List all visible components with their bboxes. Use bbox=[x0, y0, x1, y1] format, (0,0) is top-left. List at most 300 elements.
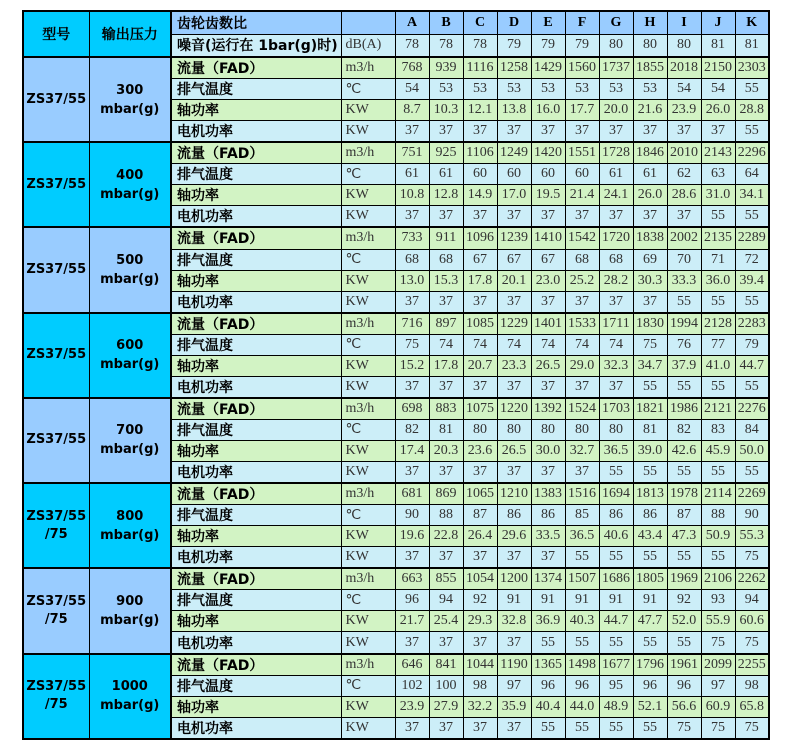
row-label-cell: 电机功率 bbox=[171, 632, 341, 654]
value-cell: 55 bbox=[565, 547, 599, 569]
column-header-K: K bbox=[735, 11, 769, 34]
value-cell: 2283 bbox=[735, 313, 769, 335]
value-cell: 1106 bbox=[463, 142, 497, 164]
value-cell: 86 bbox=[497, 505, 531, 526]
value-cell: 80 bbox=[531, 419, 565, 440]
value-cell: 32.7 bbox=[565, 440, 599, 461]
value-cell: 37 bbox=[395, 462, 429, 484]
value-cell: 17.0 bbox=[497, 185, 531, 206]
value-cell: 87 bbox=[667, 505, 701, 526]
value-cell: 883 bbox=[429, 398, 463, 420]
value-cell: 911 bbox=[429, 227, 463, 249]
value-cell: 29.0 bbox=[565, 355, 599, 376]
value-cell: 2010 bbox=[667, 142, 701, 164]
column-header-C: C bbox=[463, 11, 497, 34]
value-cell: 32.2 bbox=[463, 696, 497, 717]
value-cell: 29.3 bbox=[463, 611, 497, 632]
value-cell: 68 bbox=[395, 249, 429, 270]
value-cell: 55 bbox=[667, 632, 701, 654]
value-cell: 37 bbox=[633, 206, 667, 228]
value-cell: 1429 bbox=[531, 57, 565, 79]
value-cell: 40.4 bbox=[531, 696, 565, 717]
value-cell: 1044 bbox=[463, 654, 497, 676]
row-label-cell: 排气温度 bbox=[171, 505, 341, 526]
row-label-cell: 流量（FAD） bbox=[171, 313, 341, 335]
value-cell: 55 bbox=[667, 462, 701, 484]
value-cell: 91 bbox=[633, 590, 667, 611]
value-cell: 55 bbox=[633, 547, 667, 569]
value-cell: 26.5 bbox=[497, 440, 531, 461]
value-cell: 83 bbox=[701, 419, 735, 440]
noise-value-cell: 79 bbox=[497, 34, 531, 57]
value-cell: 23.6 bbox=[463, 440, 497, 461]
value-cell: 55 bbox=[735, 291, 769, 313]
model-cell bbox=[23, 483, 89, 568]
value-cell: 37 bbox=[463, 376, 497, 398]
value-cell: 20.3 bbox=[429, 440, 463, 461]
value-cell: 32.8 bbox=[497, 611, 531, 632]
row-unit-cell: m3/h bbox=[341, 227, 395, 249]
value-cell: 1220 bbox=[497, 398, 531, 420]
value-cell: 37 bbox=[497, 462, 531, 484]
value-cell: 55 bbox=[701, 206, 735, 228]
row-unit-cell: ℃ bbox=[341, 419, 395, 440]
value-cell: 55 bbox=[701, 291, 735, 313]
pressure-cell bbox=[89, 142, 171, 227]
value-cell: 80 bbox=[565, 419, 599, 440]
value-cell: 55.9 bbox=[701, 611, 735, 632]
pressure-line: mbar(g) bbox=[100, 442, 160, 458]
value-cell: 40.3 bbox=[565, 611, 599, 632]
value-cell: 1085 bbox=[463, 313, 497, 335]
value-cell: 37 bbox=[429, 547, 463, 569]
value-cell: 55 bbox=[633, 462, 667, 484]
value-cell: 91 bbox=[599, 590, 633, 611]
value-cell: 716 bbox=[395, 313, 429, 335]
value-cell: 64 bbox=[735, 164, 769, 185]
value-cell: 96 bbox=[633, 675, 667, 696]
value-cell: 1239 bbox=[497, 227, 531, 249]
value-cell: 37 bbox=[463, 547, 497, 569]
row-label-cell: 轴功率 bbox=[171, 355, 341, 376]
value-cell: 55 bbox=[531, 717, 565, 739]
value-cell: 1728 bbox=[599, 142, 633, 164]
row-label-cell: 流量（FAD） bbox=[171, 142, 341, 164]
value-cell: 1249 bbox=[497, 142, 531, 164]
value-cell: 75 bbox=[735, 632, 769, 654]
value-cell: 28.6 bbox=[667, 185, 701, 206]
value-cell: 91 bbox=[565, 590, 599, 611]
value-cell: 69 bbox=[633, 249, 667, 270]
value-cell: 855 bbox=[429, 568, 463, 590]
pressure-line: mbar(g) bbox=[100, 612, 160, 628]
pressure-line: mbar(g) bbox=[100, 186, 160, 202]
value-cell: 53 bbox=[463, 79, 497, 100]
value-cell: 2114 bbox=[701, 483, 735, 505]
value-cell: 96 bbox=[667, 675, 701, 696]
column-header-J: J bbox=[701, 11, 735, 34]
column-header-A: A bbox=[395, 11, 429, 34]
value-cell: 2303 bbox=[735, 57, 769, 79]
value-cell: 1796 bbox=[633, 654, 667, 676]
value-cell: 74 bbox=[463, 334, 497, 355]
value-cell: 65.8 bbox=[735, 696, 769, 717]
value-cell: 86 bbox=[531, 505, 565, 526]
value-cell: 44.7 bbox=[599, 611, 633, 632]
value-cell: 77 bbox=[701, 334, 735, 355]
value-cell: 23.3 bbox=[497, 355, 531, 376]
value-cell: 1711 bbox=[599, 313, 633, 335]
pressure-line: 600 bbox=[116, 338, 144, 354]
row-label-cell: 电机功率 bbox=[171, 121, 341, 143]
model-line: /75 bbox=[44, 611, 68, 627]
value-cell: 2255 bbox=[735, 654, 769, 676]
value-cell: 751 bbox=[395, 142, 429, 164]
value-cell: 768 bbox=[395, 57, 429, 79]
value-cell: 21.7 bbox=[395, 611, 429, 632]
value-cell: 26.5 bbox=[531, 355, 565, 376]
pressure-cell bbox=[89, 568, 171, 653]
noise-value-cell: 81 bbox=[701, 34, 735, 57]
value-cell: 75 bbox=[735, 717, 769, 739]
value-cell: 55 bbox=[667, 547, 701, 569]
spec-table bbox=[22, 10, 770, 740]
value-cell: 1365 bbox=[531, 654, 565, 676]
value-cell: 37 bbox=[463, 717, 497, 739]
value-cell: 48.9 bbox=[599, 696, 633, 717]
value-cell: 13.0 bbox=[395, 270, 429, 291]
value-cell: 67 bbox=[497, 249, 531, 270]
value-cell: 75 bbox=[395, 334, 429, 355]
value-cell: 841 bbox=[429, 654, 463, 676]
value-cell: 53 bbox=[599, 79, 633, 100]
value-cell: 75 bbox=[633, 334, 667, 355]
value-cell: 37 bbox=[633, 121, 667, 143]
noise-value-cell: 78 bbox=[429, 34, 463, 57]
value-cell: 53 bbox=[633, 79, 667, 100]
row-label-cell: 轴功率 bbox=[171, 270, 341, 291]
row-unit-cell: m3/h bbox=[341, 568, 395, 590]
column-header-B: B bbox=[429, 11, 463, 34]
value-cell: 55 bbox=[667, 376, 701, 398]
value-cell: 23.9 bbox=[395, 696, 429, 717]
value-cell: 37 bbox=[599, 121, 633, 143]
value-cell: 80 bbox=[463, 419, 497, 440]
value-cell: 27.9 bbox=[429, 696, 463, 717]
value-cell: 34.7 bbox=[633, 355, 667, 376]
row-unit-cell: KW bbox=[341, 376, 395, 398]
row-label-cell: 电机功率 bbox=[171, 462, 341, 484]
value-cell: 72 bbox=[735, 249, 769, 270]
value-cell: 50.9 bbox=[701, 526, 735, 547]
value-cell: 37 bbox=[565, 206, 599, 228]
value-cell: 44.0 bbox=[565, 696, 599, 717]
row-label-cell: 流量（FAD） bbox=[171, 483, 341, 505]
value-cell: 88 bbox=[429, 505, 463, 526]
value-cell: 98 bbox=[735, 675, 769, 696]
pressure-cell bbox=[89, 483, 171, 568]
value-cell: 97 bbox=[701, 675, 735, 696]
value-cell: 55 bbox=[701, 376, 735, 398]
value-cell: 16.0 bbox=[531, 100, 565, 121]
value-cell: 82 bbox=[395, 419, 429, 440]
value-cell: 37 bbox=[497, 121, 531, 143]
value-cell: 24.1 bbox=[599, 185, 633, 206]
value-cell: 55 bbox=[599, 462, 633, 484]
value-cell: 1190 bbox=[497, 654, 531, 676]
value-cell: 37 bbox=[531, 121, 565, 143]
value-cell: 44.7 bbox=[735, 355, 769, 376]
value-cell: 23.9 bbox=[667, 100, 701, 121]
column-header-E: E bbox=[531, 11, 565, 34]
value-cell: 12.1 bbox=[463, 100, 497, 121]
value-cell: 68 bbox=[429, 249, 463, 270]
row-label-cell: 排气温度 bbox=[171, 79, 341, 100]
value-cell: 1075 bbox=[463, 398, 497, 420]
value-cell: 75 bbox=[667, 717, 701, 739]
value-cell: 37 bbox=[633, 291, 667, 313]
value-cell: 37 bbox=[395, 121, 429, 143]
model-cell bbox=[23, 142, 89, 227]
value-cell: 80 bbox=[599, 419, 633, 440]
value-cell: 81 bbox=[633, 419, 667, 440]
value-cell: 71 bbox=[701, 249, 735, 270]
pressure-line: mbar(g) bbox=[100, 698, 160, 714]
value-cell: 30.0 bbox=[531, 440, 565, 461]
value-cell: 1805 bbox=[633, 568, 667, 590]
value-cell: 20.0 bbox=[599, 100, 633, 121]
pressure-cell bbox=[89, 398, 171, 483]
row-label-cell: 电机功率 bbox=[171, 547, 341, 569]
value-cell: 90 bbox=[395, 505, 429, 526]
value-cell: 37 bbox=[701, 121, 735, 143]
value-cell: 1961 bbox=[667, 654, 701, 676]
pressure-line: 800 bbox=[116, 508, 144, 524]
value-cell: 1830 bbox=[633, 313, 667, 335]
value-cell: 76 bbox=[667, 334, 701, 355]
row-unit-cell: KW bbox=[341, 611, 395, 632]
row-unit-cell: ℃ bbox=[341, 249, 395, 270]
value-cell: 1703 bbox=[599, 398, 633, 420]
value-cell: 8.7 bbox=[395, 100, 429, 121]
pressure-line: 700 bbox=[116, 423, 144, 439]
value-cell: 56.6 bbox=[667, 696, 701, 717]
value-cell: 25.2 bbox=[565, 270, 599, 291]
value-cell: 1737 bbox=[599, 57, 633, 79]
value-cell: 26.4 bbox=[463, 526, 497, 547]
value-cell: 86 bbox=[633, 505, 667, 526]
value-cell: 67 bbox=[463, 249, 497, 270]
model-line: ZS37/55 bbox=[26, 176, 87, 192]
value-cell: 41.0 bbox=[701, 355, 735, 376]
pressure-cell bbox=[89, 227, 171, 312]
value-cell: 2289 bbox=[735, 227, 769, 249]
row-unit-cell: ℃ bbox=[341, 590, 395, 611]
value-cell: 79 bbox=[735, 334, 769, 355]
value-cell: 17.8 bbox=[429, 355, 463, 376]
value-cell: 37 bbox=[429, 206, 463, 228]
value-cell: 37 bbox=[463, 632, 497, 654]
value-cell: 37 bbox=[599, 291, 633, 313]
value-cell: 37 bbox=[599, 206, 633, 228]
row-unit-cell: ℃ bbox=[341, 164, 395, 185]
noise-value-cell: 80 bbox=[633, 34, 667, 57]
value-cell: 60 bbox=[565, 164, 599, 185]
noise-unit-cell: dB(A) bbox=[341, 34, 395, 57]
value-cell: 37 bbox=[395, 291, 429, 313]
row-unit-cell: ℃ bbox=[341, 334, 395, 355]
value-cell: 1410 bbox=[531, 227, 565, 249]
value-cell: 37 bbox=[531, 462, 565, 484]
value-cell: 60 bbox=[497, 164, 531, 185]
value-cell: 1401 bbox=[531, 313, 565, 335]
value-cell: 87 bbox=[463, 505, 497, 526]
column-header-F: F bbox=[565, 11, 599, 34]
value-cell: 93 bbox=[701, 590, 735, 611]
value-cell: 1677 bbox=[599, 654, 633, 676]
value-cell: 55 bbox=[701, 547, 735, 569]
value-cell: 92 bbox=[667, 590, 701, 611]
value-cell: 10.8 bbox=[395, 185, 429, 206]
value-cell: 2269 bbox=[735, 483, 769, 505]
value-cell: 1855 bbox=[633, 57, 667, 79]
value-cell: 2135 bbox=[701, 227, 735, 249]
value-cell: 2150 bbox=[701, 57, 735, 79]
value-cell: 45.9 bbox=[701, 440, 735, 461]
row-unit-cell: KW bbox=[341, 696, 395, 717]
row-unit-cell: ℃ bbox=[341, 79, 395, 100]
value-cell: 1498 bbox=[565, 654, 599, 676]
value-cell: 94 bbox=[429, 590, 463, 611]
value-cell: 61 bbox=[633, 164, 667, 185]
pressure-line: 1000 bbox=[111, 679, 148, 695]
value-cell: 50.0 bbox=[735, 440, 769, 461]
value-cell: 35.9 bbox=[497, 696, 531, 717]
value-cell: 55 bbox=[735, 206, 769, 228]
row-label-cell: 轴功率 bbox=[171, 100, 341, 121]
value-cell: 102 bbox=[395, 675, 429, 696]
value-cell: 95 bbox=[599, 675, 633, 696]
value-cell: 37 bbox=[395, 717, 429, 739]
pressure-line: 500 bbox=[116, 253, 144, 269]
row-unit-cell: m3/h bbox=[341, 654, 395, 676]
value-cell: 2018 bbox=[667, 57, 701, 79]
value-cell: 23.0 bbox=[531, 270, 565, 291]
value-cell: 1420 bbox=[531, 142, 565, 164]
pressure-cell bbox=[89, 57, 171, 142]
row-unit-cell: KW bbox=[341, 717, 395, 739]
value-cell: 2002 bbox=[667, 227, 701, 249]
value-cell: 37 bbox=[395, 206, 429, 228]
row-label-cell: 轴功率 bbox=[171, 185, 341, 206]
pressure-header: 输出压力 bbox=[89, 11, 171, 57]
column-header-G: G bbox=[599, 11, 633, 34]
value-cell: 37 bbox=[531, 376, 565, 398]
value-cell: 1542 bbox=[565, 227, 599, 249]
row-unit-cell: m3/h bbox=[341, 142, 395, 164]
value-cell: 33.5 bbox=[531, 526, 565, 547]
value-cell: 37 bbox=[463, 206, 497, 228]
value-cell: 55 bbox=[531, 632, 565, 654]
row-unit-cell: KW bbox=[341, 547, 395, 569]
value-cell: 47.3 bbox=[667, 526, 701, 547]
model-header: 型号 bbox=[23, 11, 89, 57]
value-cell: 96 bbox=[531, 675, 565, 696]
value-cell: 37 bbox=[429, 717, 463, 739]
value-cell: 1686 bbox=[599, 568, 633, 590]
value-cell: 68 bbox=[565, 249, 599, 270]
noise-value-cell: 79 bbox=[531, 34, 565, 57]
model-cell bbox=[23, 568, 89, 653]
value-cell: 37 bbox=[463, 462, 497, 484]
row-unit-cell: KW bbox=[341, 526, 395, 547]
row-unit-cell: m3/h bbox=[341, 313, 395, 335]
noise-value-cell: 80 bbox=[599, 34, 633, 57]
model-cell bbox=[23, 313, 89, 398]
value-cell: 63 bbox=[701, 164, 735, 185]
value-cell: 28.8 bbox=[735, 100, 769, 121]
noise-value-cell: 78 bbox=[463, 34, 497, 57]
noise-value-cell: 78 bbox=[395, 34, 429, 57]
value-cell: 47.7 bbox=[633, 611, 667, 632]
value-cell: 61 bbox=[395, 164, 429, 185]
pressure-cell bbox=[89, 313, 171, 398]
value-cell: 17.4 bbox=[395, 440, 429, 461]
row-label-cell: 轴功率 bbox=[171, 440, 341, 461]
value-cell: 2099 bbox=[701, 654, 735, 676]
value-cell: 36.9 bbox=[531, 611, 565, 632]
value-cell: 2276 bbox=[735, 398, 769, 420]
value-cell: 37 bbox=[565, 291, 599, 313]
value-cell: 82 bbox=[667, 419, 701, 440]
value-cell: 1821 bbox=[633, 398, 667, 420]
value-cell: 2121 bbox=[701, 398, 735, 420]
value-cell: 17.7 bbox=[565, 100, 599, 121]
value-cell: 37 bbox=[429, 462, 463, 484]
row-label-cell: 排气温度 bbox=[171, 419, 341, 440]
row-label-cell: 流量（FAD） bbox=[171, 568, 341, 590]
value-cell: 60.9 bbox=[701, 696, 735, 717]
value-cell: 55 bbox=[735, 121, 769, 143]
value-cell: 67 bbox=[531, 249, 565, 270]
value-cell: 37 bbox=[667, 206, 701, 228]
value-cell: 21.6 bbox=[633, 100, 667, 121]
value-cell: 37 bbox=[667, 121, 701, 143]
value-cell: 37 bbox=[395, 547, 429, 569]
column-header-D: D bbox=[497, 11, 531, 34]
value-cell: 55 bbox=[633, 717, 667, 739]
row-unit-cell: ℃ bbox=[341, 505, 395, 526]
value-cell: 54 bbox=[395, 79, 429, 100]
value-cell: 37 bbox=[531, 206, 565, 228]
value-cell: 925 bbox=[429, 142, 463, 164]
value-cell: 43.4 bbox=[633, 526, 667, 547]
value-cell: 55 bbox=[599, 632, 633, 654]
row-label-cell: 电机功率 bbox=[171, 376, 341, 398]
row-label-cell: 排气温度 bbox=[171, 590, 341, 611]
value-cell: 37 bbox=[497, 206, 531, 228]
value-cell: 733 bbox=[395, 227, 429, 249]
value-cell: 53 bbox=[429, 79, 463, 100]
value-cell: 91 bbox=[497, 590, 531, 611]
value-cell: 60.6 bbox=[735, 611, 769, 632]
value-cell: 37 bbox=[497, 717, 531, 739]
value-cell: 52.1 bbox=[633, 696, 667, 717]
pressure-line: 900 bbox=[116, 593, 144, 609]
value-cell: 13.8 bbox=[497, 100, 531, 121]
value-cell: 1533 bbox=[565, 313, 599, 335]
value-cell: 60 bbox=[531, 164, 565, 185]
